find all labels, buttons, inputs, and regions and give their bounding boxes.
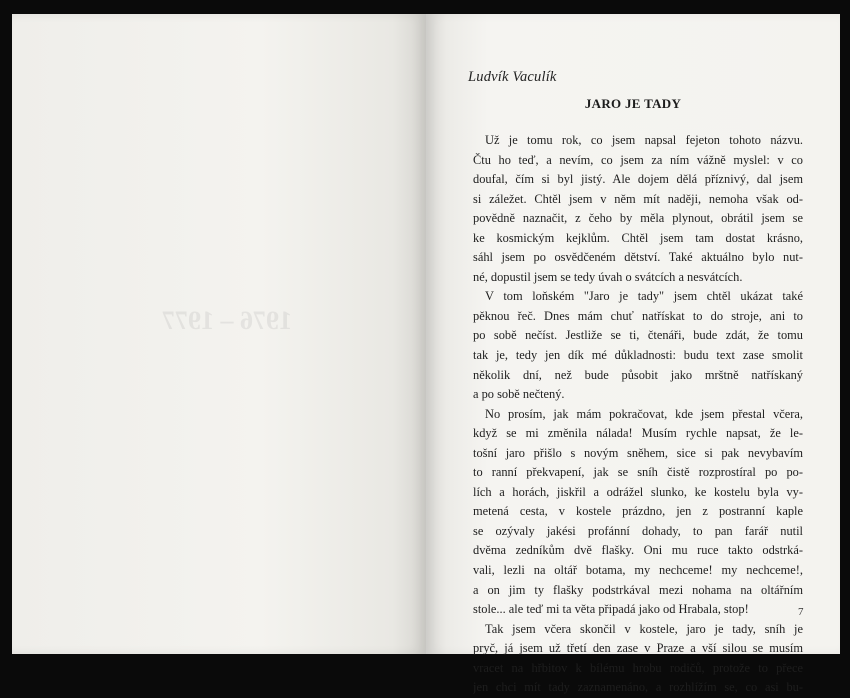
text-line: né, dopustil jsem se tedy úvah o svátcích a nesvátcích. [473,269,743,284]
text-line: několik dní, než bude působit jako mrštně natřískaný [473,367,803,382]
open-book [8,12,844,695]
text-line: doufal, čím si byl jistý. Ale dojem dělá příznivý, dal jsem [473,172,803,187]
text-line: ke kosmickým kejklům. Chtěl jsem tam dostat krásno, [473,230,803,245]
text-line: stole... ale teď mi ta věta připadá jako od Hrabala, stop! [473,602,749,617]
text-line: Tak jsem včera skončil v kostele, jaro je tady, sníh je [485,621,803,636]
text-line: když se mi změnila nálada! Musím rychle napsat, že le- [473,426,803,441]
text-line: No prosím, jak mám pokračovat, kde jsem přestal včera, [485,406,803,421]
text-line: V tom loňském "Jaro je tady" jsem chtěl ukázat také [485,289,803,304]
text-line: pěknou řeč. Dnes mám chuť natřískat to do stroje, ani to [473,308,803,323]
body-text [473,131,803,698]
text-line: Už je tomu rok, co jsem napsal fejeton tohoto názvu. [485,133,803,147]
text-line: pryč, já jsem už třetí den zase v Praze a vší silou se musím [473,641,803,656]
text-line: tošní jaro přišlo s novým sněhem, sice si pak nevybavím [473,445,803,460]
text-line: se ozývaly jakési profánní dohady, to pan farář nutil [473,523,803,538]
text-line: jen chci mít tady zaznamenáno, a rozhlížím se, co asi bu- [473,680,803,695]
text-line: Čtu ho teď, a nevím, co jsem za ním vážně myslel: v co [473,152,803,167]
author-name: Ludvík Vaculík [468,69,557,85]
text-line: vracet na hřbitov k bílému hrobu rodičů, protože to přece [473,660,803,675]
text-line: sáhl jsem po osvědčeném dětství. Také aktuálno bylo nut- [473,250,803,265]
text-line: po sobě nečíst. Jestliže se ti, čtenáři, bude zdát, že tomu [473,328,803,343]
text-line: to ranní překvapení, jak se sníh čistě rozprostíral po po- [473,465,803,480]
text-line: vali, lezli na oltář botama, my nechceme! my nechceme!, [473,563,803,578]
right-page [426,14,840,695]
text-line: lích a horách, jiskřil a odrážel slunko, ke kostelu byla vy- [473,484,803,499]
bleed-through-text: 1976 – 1977 [162,306,292,335]
text-line: tak je, tedy jen dík mé důkladnosti: budu text zase smolit [473,348,803,363]
text-line: dvěma zedníkům dvě flašky. Oni mu ruce takto odstrká- [473,543,803,558]
text-line: si záležet. Chtěl jsem v něm mít naději, nemoha však od- [473,191,803,206]
text-line: metená cesta, v kostele prázdno, jen z postranní kaple [473,504,803,519]
text-line: povědně naznačit, z čeho by měla plynout, obrátil jsem se [473,211,803,226]
text-line: a on jim ty flašky podstrkával mezi nohama na oltářním [473,582,803,597]
page-number: 7 [798,606,804,618]
left-page [12,14,426,654]
text-line: a po sobě nečtený. [473,387,565,402]
chapter-title: JARO JE TADY [584,96,682,111]
